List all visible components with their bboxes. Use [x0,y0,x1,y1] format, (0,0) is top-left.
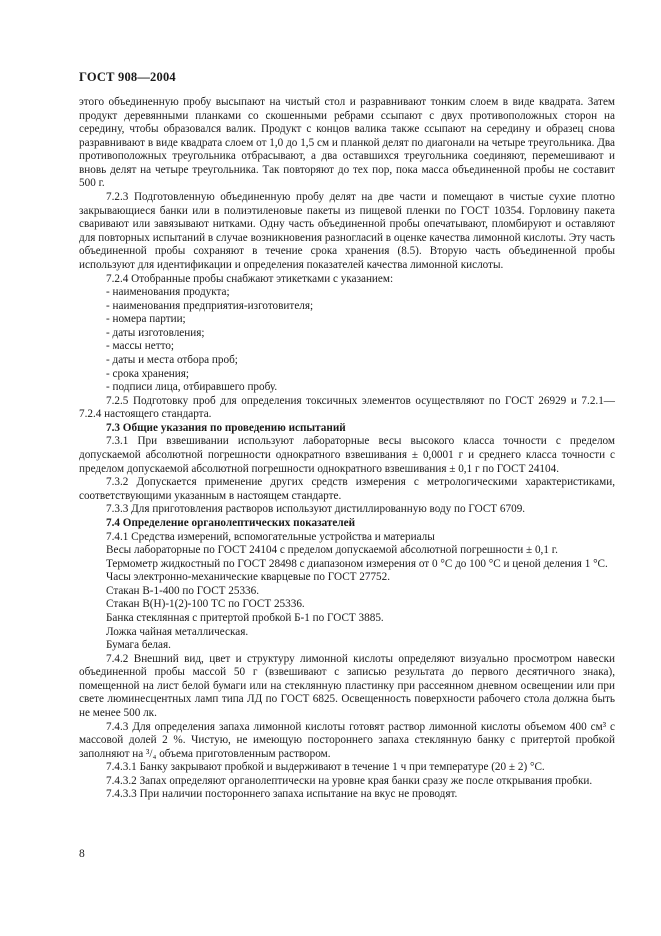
standard-header: ГОСТ 908—2004 [79,70,176,84]
paragraph: 7.2.3 Подготовленную объединенную пробу делят на две части и помещают в чистые сухие плотно закрывающиеся банки или в полиэтиленовые пакеты из пищевой пленки по ГОСТ 10354. Горловину пакета сваривают или завязывают нитками. Одну часть объединенной пробы опечатывают, пломбируют и оставляют для повторных испытаний в случае возникновения разногласий в оценке качества лимонной кислоты. Эту часть объединенной пробы сохраняют в течение срока хранения (8.5). Вторую часть объединенной пробы используют для идентификации и определения показателей качества лимонной кислоты. [79,191,615,271]
paragraph: - номера партии; [106,313,186,326]
paragraph: Часы электронно-механические кварцевые по ГОСТ 27752. [106,571,391,584]
section-heading: 7.3 Общие указания по проведению испытаний [106,421,346,434]
paragraph: - срока хранения; [106,367,190,380]
paragraph: 7.4.3.2 Запах определяют органолептически на уровне края банки сразу же после открывания пробки. [106,774,593,787]
paragraph: этого объединенную пробу высыпают на чистый стол и разравнивают тонким слоем в виде квадрата. Затем продукт деревянными планками со скошенными ребрами ссыпают с двух противоположных сторон на середину, чтобы образовался валик. Продукт с концов валика также ссыпают на середину и образец снова разравнивают в виде квадрата слоем от 1,0 до 1,5 см и планкой делят по диагонали на четыре треугольника. Два противоположных треугольника отбрасывают, а два оставшихся треугольника соединяют, перемешивают и вновь делят на четыре треугольника. Так повторяют до тех пор, пока масса объединенной пробы не составит 500 г. [79,96,615,190]
paragraph: 7.4.1 Средства измерений, вспомогательные устройства и материалы [106,530,435,543]
paragraph: - наименования предприятия-изготовителя; [106,299,314,312]
paragraph: 7.4.3 Для определения запаха лимонной кислоты готовят раствор лимонной кислоты объемом 400 см³ с массовой долей 2 %. Чистую, не имеющую постороннего запаха стеклянную банку с притертой пробкой заполняют на ³/₄ объема приготовленным раствором. [79,720,615,760]
paragraph: 7.3.1 При взвешивании используют лабораторные весы высокого класса точности с пределом допускаемой абсолютной погрешности однократного взвешивания ± 0,0001 г и среднего класса точности с пределом допускаемой абсолютной погрешности однократного взвешивания ± 0,1 г по ГОСТ 24104. [79,435,615,475]
paragraph: - подписи лица, отбиравшего пробу. [106,381,278,394]
paragraph: 7.2.5 Подготовку проб для определения токсичных элементов осуществляют по ГОСТ 26929 и 7.2.1—7.2.4 настоящего стандарта. [79,394,615,421]
paragraph: Бумага белая. [106,639,171,652]
section-heading: 7.4 Определение органолептических показателей [106,516,356,529]
paragraph: Весы лабораторные по ГОСТ 24104 с пределом допускаемой абсолютной погрешности ± 0,1 г. [106,544,558,557]
paragraph: - даты и места отбора проб; [106,353,238,366]
document-body [79,96,615,802]
paragraph: 7.4.3.3 При наличии постороннего запаха испытание на вкус не проводят. [106,788,458,801]
paragraph: 7.3.3 Для приготовления растворов используют дистиллированную воду по ГОСТ 6709. [106,503,526,516]
paragraph: Стакан В-1-400 по ГОСТ 25336. [106,584,260,597]
paragraph: Стакан В(Н)-1(2)-100 ТС по ГОСТ 25336. [106,598,305,611]
paragraph: 7.4.3.1 Банку закрывают пробкой и выдерживают в течение 1 ч при температуре (20 ± 2) °С. [106,761,545,774]
page-number: 8 [79,848,85,860]
paragraph: 7.2.4 Отобранные пробы снабжают этикетками с указанием: [106,272,394,285]
paragraph: Ложка чайная металлическая. [106,625,249,638]
paragraph: 7.3.2 Допускается применение других средств измерения с метрологическими характеристиками, соответствующими указанным в настоящем стандарте. [79,476,615,502]
paragraph: 7.4.2 Внешний вид, цвет и структуру лимонной кислоты определяют визуально просмотром навески объединенной пробы массой 50 г (взвешивают с записью результата до первого десятичного знака), помещенной на лист белой бумаги или на стеклянную пластинку при рассеянном дневном освещении или при свете люминесцентных ламп типа ЛД по ГОСТ 6825. Освещенность поверхности рабочего стола должна быть не менее 500 лк. [79,652,615,720]
paragraph: - даты изготовления; [106,326,205,339]
paragraph: - наименования продукта; [106,286,230,299]
paragraph: Банка стеклянная с притертой пробкой Б-1 по ГОСТ 3885. [106,611,384,624]
paragraph: - массы нетто; [106,340,175,353]
paragraph: Термометр жидкостный по ГОСТ 28498 с диапазоном измерения от 0 °С до 100 °С и ценой деления 1 °С. [106,557,608,570]
